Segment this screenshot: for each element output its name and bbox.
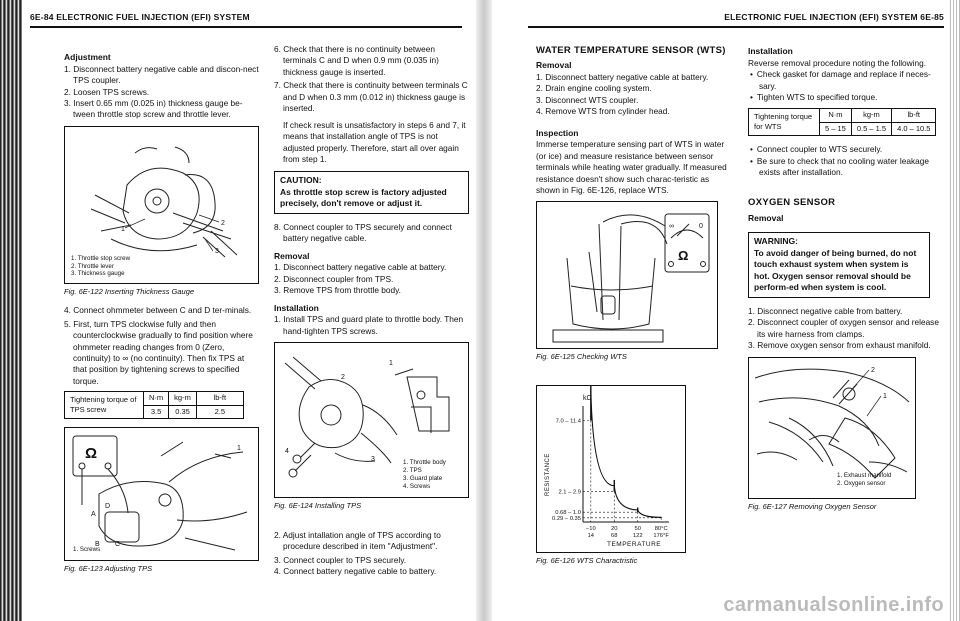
tps-torque-table bbox=[64, 391, 244, 419]
fig125-caption: Fig. 6E-125 Checking WTS bbox=[536, 352, 627, 362]
wts-torque-unit-kgm: kg-m bbox=[851, 109, 891, 122]
fig122-callout-3: 3 bbox=[215, 247, 219, 255]
fig123-omega: Ω bbox=[85, 445, 98, 462]
tps-install-step-2: 2. Adjust intallation angle of TPS according to procedure described in item "Adjustment". bbox=[274, 529, 441, 552]
wts-title: WATER TEMPERATURE SENSOR (WTS) bbox=[536, 45, 726, 56]
fig125-omega: Ω bbox=[678, 248, 689, 264]
adjust-step-7: 7. Check that there is continuity between terminals C and D when 0.3 mm (0.012 in) thickness gauge is inserted. bbox=[274, 80, 468, 114]
fig123-legend-1: 1. Screws bbox=[73, 546, 101, 553]
wts-install-bullet-4: • Be sure to check that no cooling water leakage exists after installation. bbox=[759, 156, 944, 179]
wts-install-bullet-1: • Check gasket for damage and replace if neces-sary. bbox=[759, 69, 944, 92]
chart-x-tick-c-3: 50 bbox=[634, 525, 641, 532]
fig124-legend-2: 2. TPS bbox=[403, 467, 422, 475]
adjust-step-5: 5. First, turn TPS clockwise fully and then counterclockwise gradually to find position where ohmmeter reading changes from 0 (Zero, continuity) to ∞ (no continuity). Then fix TPS at that position by tightening screws to specified torque. bbox=[64, 318, 253, 386]
adjust-step-6: 6. Check that there is no continuity between terminals C and D when 0.9 mm (0.035 in) thickness gauge is inserted. bbox=[274, 44, 439, 77]
oxygen-sensor-title: OXYGEN SENSOR bbox=[748, 197, 836, 209]
tps-torque-unit-lbft: lb-ft bbox=[196, 392, 243, 405]
chart-x-tick-f-4: 176°F bbox=[653, 532, 669, 539]
fig124-legend-1: 1. Throttle body bbox=[403, 459, 446, 467]
tps-torque-value-kgm: 0.35 bbox=[169, 405, 197, 418]
chart-y-tick-2: 2.1 – 2.9 bbox=[558, 489, 581, 496]
tps-adjust-illustration bbox=[65, 428, 258, 560]
right-page bbox=[492, 0, 950, 621]
left-page bbox=[22, 0, 476, 621]
fig124-legend bbox=[403, 459, 446, 490]
left-column-2 bbox=[274, 44, 469, 577]
fig123-legend bbox=[73, 546, 100, 554]
fig122-caption: Fig. 6E-122 Inserting Thickness Gauge bbox=[64, 286, 195, 296]
wts-torque-value-kgm: 0.5 – 1.5 bbox=[851, 122, 891, 135]
tps-install-step-3: 3. Connect coupler to TPS securely. bbox=[274, 554, 407, 565]
fig124-callout-3: 3 bbox=[371, 456, 375, 464]
tps-torque-value-nm: 3.5 bbox=[144, 405, 169, 418]
wts-torque-value-lbft: 4.0 – 10.5 bbox=[892, 122, 936, 135]
adjust-step-3: 3. Insert 0.65 mm (0.025 in) thickness gauge be-tween throttle stop screw and throttle lever. bbox=[64, 98, 243, 120]
figure-6e-125 bbox=[536, 201, 718, 349]
adjust-step-4: 4. Connect ohmmeter between C and D ter-minals. bbox=[64, 305, 252, 316]
adjustment-steps-a bbox=[64, 64, 259, 121]
chart-x-tick-c-2: 20 bbox=[611, 525, 618, 532]
tps-torque-label: Tightening torque of TPS screw bbox=[65, 392, 144, 419]
fig122-callout-2: 2 bbox=[221, 219, 225, 227]
fig123-letter-d: D bbox=[105, 503, 111, 510]
right-header-rule bbox=[528, 26, 944, 28]
chart-x-tick-c-1: −10 bbox=[585, 525, 596, 532]
wts-torque-value-nm: 5 – 15 bbox=[820, 122, 852, 135]
wts-installation-intro: Reverse removal procedure noting the following. bbox=[748, 57, 927, 68]
chart-x-axis-label: TEMPERATURE bbox=[607, 540, 662, 548]
figure-6e-124 bbox=[274, 342, 469, 498]
figure-6e-122 bbox=[64, 126, 259, 284]
wts-torque-label: Tightening torque for WTS bbox=[749, 109, 820, 136]
chart-resistance-curve bbox=[591, 388, 661, 517]
fig122-legend-2: 2. Throttle lever bbox=[71, 262, 114, 270]
chart-y-tick-3: 0.68 – 1.0 bbox=[555, 509, 581, 516]
tps-removal-step-1: 1. Disconnect battery negative cable at battery. bbox=[274, 262, 447, 273]
left-page-header: 6E-84 ELECTRONIC FUEL INJECTION (EFI) SYSTEM bbox=[30, 12, 250, 22]
fig125-meter-infinity: ∞ bbox=[669, 223, 674, 231]
wts-inspection-text: Immerse temperature sensing part of WTS in water (or ice) and measure resistance between sensor terminals while heating water gradually. If measured resistance doesn't show such charac-teristic as shown in Fig. 6E-126, replace WTS. bbox=[536, 139, 727, 196]
adjustment-heading: Adjustment bbox=[64, 52, 111, 62]
tps-torque-unit-kgm: kg-m bbox=[169, 392, 197, 405]
chart-y-axis-label: RESISTANCE bbox=[545, 452, 551, 496]
tps-installation-heading: Installation bbox=[274, 302, 319, 313]
warning-box: WARNING: To avoid danger of being burned, do not touch exhaust system when system is hot. Oxygen sensor removal should be perform-ed when system is cool. bbox=[748, 232, 930, 297]
chart-y-tick-4: 0.29 – 0.35 bbox=[551, 515, 581, 522]
wts-removal-step-4: 4. Remove WTS from cylinder head. bbox=[536, 106, 670, 117]
tps-install-step-4: 4. Connect battery negative cable to battery. bbox=[274, 565, 437, 576]
fig124-caption: Fig. 6E-124 Installing TPS bbox=[274, 501, 362, 511]
chart-x-tick-f-1: 14 bbox=[587, 532, 595, 539]
tps-removal-heading: Removal bbox=[274, 250, 310, 261]
oxygen-step-1: 1. Disconnect negative cable from battery. bbox=[748, 305, 903, 316]
right-page-header: ELECTRONIC FUEL INJECTION (EFI) SYSTEM 6E-85 bbox=[724, 12, 944, 22]
figure-6e-126 bbox=[536, 385, 686, 553]
wts-removal-heading: Removal bbox=[536, 60, 572, 71]
fig123-letter-b: B bbox=[95, 541, 100, 548]
wts-removal-step-2: 2. Drain engine cooling system. bbox=[536, 83, 652, 94]
fig124-callout-2: 2 bbox=[341, 374, 345, 382]
tps-removal-step-2: 2. Disconnect coupler from TPS. bbox=[274, 273, 394, 284]
wts-install-bullets-a bbox=[748, 69, 944, 103]
wts-install-bullet-2: • Tighten WTS to specified torque. bbox=[759, 92, 944, 103]
figure-6e-123 bbox=[64, 427, 259, 561]
adjustment-steps-b bbox=[64, 305, 259, 387]
oxygen-removal-heading: Removal bbox=[748, 212, 784, 223]
fig124-callout-1: 1 bbox=[389, 360, 393, 368]
tps-torque-value-lbft: 2.5 bbox=[196, 405, 243, 418]
tps-install-steps-b bbox=[274, 530, 469, 578]
fig122-legend-3: 3. Thickness gauge bbox=[71, 270, 125, 278]
adjust-step-1: 1. Disconnect battery negative cable and discon-nect TPS coupler. bbox=[64, 63, 259, 86]
fig122-legend-1: 1. Throttle stop screw bbox=[71, 254, 131, 262]
left-column-1 bbox=[64, 50, 259, 580]
fig127-caption: Fig. 6E-127 Removing Oxygen Sensor bbox=[748, 502, 877, 512]
fig126-caption: Fig. 6E-126 WTS Charactristic bbox=[536, 555, 638, 565]
tps-removal-step-3: 3. Remove TPS from throttle body. bbox=[274, 285, 401, 296]
fig123-callout-1: 1 bbox=[237, 445, 241, 452]
adjust-step-8: 8. Connect coupler to TPS securely and connect battery negative cable. bbox=[274, 221, 452, 244]
chart-y-tick-1: 7.0 – 11.4 bbox=[555, 418, 581, 425]
fig122-legend bbox=[71, 255, 130, 278]
book-spine-left bbox=[0, 0, 22, 621]
fig124-legend-4: 4. Screws bbox=[403, 482, 431, 490]
adjust-note: If check result is unsatisfactory in steps 6 and 7, it means that installation angle of TPS is not adjusted properly. Therefore, start all over again from step 1. bbox=[283, 119, 466, 164]
oxygen-step-2: 2. Disconnect coupler of oxygen sensor and release its wire harness from clamps. bbox=[748, 317, 939, 339]
fig124-legend-3: 3. Guard plate bbox=[403, 474, 443, 482]
wts-removal-step-1: 1. Disconnect battery negative cable at battery. bbox=[536, 71, 709, 82]
fig123-letter-a: A bbox=[91, 511, 96, 518]
wts-install-bullets-b bbox=[748, 144, 944, 178]
adjust-step-2: 2. Loosen TPS screws. bbox=[64, 86, 150, 97]
left-header-rule bbox=[30, 26, 462, 28]
wts-install-bullet-3: • Connect coupler to WTS securely. bbox=[759, 144, 944, 155]
tps-torque-unit-nm: N·m bbox=[144, 392, 169, 405]
fig127-legend bbox=[837, 472, 891, 488]
wts-inspection-heading: Inspection bbox=[536, 127, 579, 138]
chart-y-unit: kΩ bbox=[583, 394, 592, 402]
fig127-legend-2: 2. Oxygen sensor bbox=[837, 480, 886, 488]
fig123-caption: Fig. 6E-123 Adjusting TPS bbox=[64, 564, 153, 573]
book-spine-right bbox=[950, 0, 960, 621]
tps-install-step-1: 1. Install TPS and guard plate to throttle body. Then hand-tighten TPS screws. bbox=[274, 314, 464, 336]
chart-x-tick-f-3: 122 bbox=[632, 532, 643, 539]
fig127-callout-1: 1 bbox=[883, 393, 887, 401]
caution-box: CAUTION: As throttle stop screw is factory adjusted precisely, don't remove or adjust it. bbox=[274, 171, 469, 213]
fig123-letter-c: C bbox=[115, 541, 121, 548]
fig122-callout-1: 1 bbox=[121, 225, 125, 233]
figure-6e-127 bbox=[748, 357, 916, 499]
chart-x-tick-c-4: 80°C bbox=[654, 525, 668, 532]
wts-installation-heading: Installation bbox=[748, 46, 793, 56]
watermark: carmanualsonline.info bbox=[723, 594, 944, 616]
oxygen-step-3: 3. Remove oxygen sensor from exhaust manifold. bbox=[748, 339, 931, 350]
wts-torque-table bbox=[748, 108, 936, 136]
fig124-callout-4: 4 bbox=[285, 448, 289, 456]
chart-x-tick-f-2: 68 bbox=[611, 532, 618, 539]
right-column-2 bbox=[748, 44, 944, 519]
right-column-1 bbox=[536, 44, 731, 572]
fig125-meter-zero: 0 bbox=[699, 223, 703, 231]
fig127-callout-2: 2 bbox=[871, 367, 875, 375]
wts-check-illustration bbox=[537, 202, 717, 348]
fig127-legend-1: 1. Exhaust manifold bbox=[837, 472, 892, 480]
book-gutter bbox=[476, 0, 492, 621]
wts-removal-step-3: 3. Disconnect WTS coupler. bbox=[536, 94, 639, 105]
wts-characteristic-chart bbox=[537, 386, 685, 552]
wts-torque-unit-lbft: lb-ft bbox=[892, 109, 936, 122]
wts-torque-unit-nm: N·m bbox=[820, 109, 852, 122]
